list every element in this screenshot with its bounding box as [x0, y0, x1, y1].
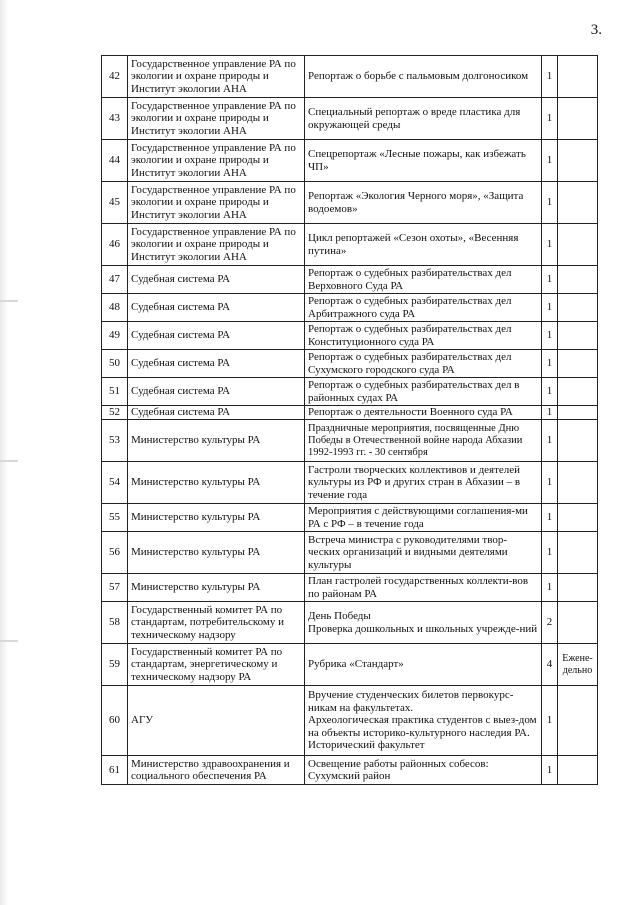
table-row: [102, 756, 598, 785]
count-cell: 1: [542, 532, 558, 574]
count-cell: 1: [542, 140, 558, 182]
row-number: 46: [102, 224, 128, 266]
table-row: [102, 686, 598, 756]
note-cell: [558, 406, 598, 420]
organization-cell: Министерство культуры РА: [128, 574, 305, 602]
table-row: [102, 350, 598, 378]
table-row: [102, 462, 598, 504]
count-cell: 1: [542, 686, 558, 756]
count-cell: 2: [542, 602, 558, 644]
topic-cell: Гастроли творческих коллективов и деятелей культуры из РФ и других стран в Абхазии – в течение года: [305, 462, 542, 504]
page-number: 3.: [590, 22, 602, 38]
row-number: 47: [102, 266, 128, 294]
scan-edge-shadow: [0, 0, 8, 905]
table-row: [102, 406, 598, 420]
count-cell: 1: [542, 462, 558, 504]
table-row: [102, 420, 598, 462]
organization-cell: Судебная система РА: [128, 266, 305, 294]
table-row: [102, 294, 598, 322]
scan-mark: [0, 300, 18, 302]
table-row: [102, 602, 598, 644]
topic-cell: Цикл репортажей «Сезон охоты», «Весенняя путина»: [305, 224, 542, 266]
topic-cell: Вручение студенческих билетов первокурс-никам на факультетах. Археологическая практика студентов с выез-дом на объекты историко-культурного наследия РА. Исторический факультет: [305, 686, 542, 756]
row-number: 56: [102, 532, 128, 574]
schedule-table: [101, 55, 598, 785]
table-row: [102, 574, 598, 602]
organization-cell: Судебная система РА: [128, 350, 305, 378]
table-row: [102, 378, 598, 406]
organization-cell: Министерство культуры РА: [128, 462, 305, 504]
organization-cell: Государственное управление РА по экологии и охране природы и Институт экологии АНА: [128, 56, 305, 98]
organization-cell: Государственное управление РА по экологии и охране природы и Институт экологии АНА: [128, 224, 305, 266]
note-cell: [558, 98, 598, 140]
organization-cell: Министерство культуры РА: [128, 420, 305, 462]
organization-cell: Государственный комитет РА по стандартам, потребительскому и техническому надзору: [128, 602, 305, 644]
note-cell: [558, 266, 598, 294]
topic-cell: День Победы Проверка дошкольных и школьных учрежде-ний: [305, 602, 542, 644]
topic-cell: Мероприятия с действующими соглашения-ми РА с РФ – в течение года: [305, 504, 542, 532]
topic-cell: Спецрепортаж «Лесные пожары, как избежать ЧП»: [305, 140, 542, 182]
note-cell: [558, 182, 598, 224]
organization-cell: Министерство культуры РА: [128, 532, 305, 574]
note-cell: [558, 504, 598, 532]
topic-cell: Освещение работы районных собесов: Сухумский район: [305, 756, 542, 785]
table-row: [102, 644, 598, 686]
organization-cell: Государственное управление РА по экологии и охране природы и Институт экологии АНА: [128, 182, 305, 224]
note-cell: [558, 140, 598, 182]
topic-cell: Репортаж о деятельности Военного суда РА: [305, 406, 542, 420]
row-number: 44: [102, 140, 128, 182]
topic-cell: Репортаж о судебных разбирательствах дел в районных судах РА: [305, 378, 542, 406]
table-row: [102, 182, 598, 224]
row-number: 53: [102, 420, 128, 462]
organization-cell: Министерство здравоохранения и социального обеспечения РА: [128, 756, 305, 785]
note-cell: [558, 56, 598, 98]
count-cell: 1: [542, 574, 558, 602]
organization-cell: Судебная система РА: [128, 378, 305, 406]
row-number: 49: [102, 322, 128, 350]
scan-mark: [0, 640, 18, 642]
topic-cell: Специальный репортаж о вреде пластика для окружающей среды: [305, 98, 542, 140]
table-row: [102, 140, 598, 182]
topic-cell: Рубрика «Стандарт»: [305, 644, 542, 686]
note-cell: [558, 574, 598, 602]
topic-cell: Репортаж о судебных разбирательствах дел Верховного Суда РА: [305, 266, 542, 294]
row-number: 58: [102, 602, 128, 644]
count-cell: 1: [542, 224, 558, 266]
row-number: 42: [102, 56, 128, 98]
count-cell: 1: [542, 350, 558, 378]
count-cell: 1: [542, 182, 558, 224]
note-cell: [558, 322, 598, 350]
row-number: 48: [102, 294, 128, 322]
row-number: 55: [102, 504, 128, 532]
note-cell: [558, 224, 598, 266]
count-cell: 1: [542, 756, 558, 785]
row-number: 52: [102, 406, 128, 420]
topic-cell: Встреча министра с руководителями твор-ческих организаций и видными деятелями культуры: [305, 532, 542, 574]
topic-cell: Репортаж о судебных разбирательствах дел Арбитражного суда РА: [305, 294, 542, 322]
row-number: 45: [102, 182, 128, 224]
table-row: [102, 532, 598, 574]
note-cell: [558, 350, 598, 378]
table-row: [102, 504, 598, 532]
table-row: [102, 98, 598, 140]
table-row: [102, 322, 598, 350]
note-cell: [558, 378, 598, 406]
count-cell: 1: [542, 378, 558, 406]
topic-cell: Репортаж о борьбе с пальмовым долгоносиком: [305, 56, 542, 98]
count-cell: 1: [542, 56, 558, 98]
count-cell: 1: [542, 266, 558, 294]
topic-cell: Праздничные мероприятия, посвященные Дню Победы в Отечественной войне народа Абхазии 1992-1993 гг. - 30 сентября: [305, 420, 542, 462]
count-cell: 1: [542, 420, 558, 462]
row-number: 60: [102, 686, 128, 756]
count-cell: 1: [542, 98, 558, 140]
table-row: [102, 224, 598, 266]
row-number: 54: [102, 462, 128, 504]
table-row: [102, 266, 598, 294]
note-cell: [558, 602, 598, 644]
count-cell: 1: [542, 294, 558, 322]
note-cell: [558, 294, 598, 322]
count-cell: 1: [542, 504, 558, 532]
row-number: 61: [102, 756, 128, 785]
row-number: 59: [102, 644, 128, 686]
topic-cell: Репортаж «Экология Черного моря», «Защита водоемов»: [305, 182, 542, 224]
note-cell: [558, 462, 598, 504]
organization-cell: Судебная система РА: [128, 322, 305, 350]
organization-cell: Судебная система РА: [128, 406, 305, 420]
count-cell: 4: [542, 644, 558, 686]
note-cell: [558, 532, 598, 574]
scan-mark: [0, 460, 18, 462]
note-cell: [558, 686, 598, 756]
organization-cell: Судебная система РА: [128, 294, 305, 322]
count-cell: 1: [542, 322, 558, 350]
row-number: 57: [102, 574, 128, 602]
row-number: 43: [102, 98, 128, 140]
row-number: 50: [102, 350, 128, 378]
schedule-table-body: [102, 56, 598, 785]
organization-cell: Государственное управление РА по экологии и охране природы и Институт экологии АНА: [128, 98, 305, 140]
organization-cell: АГУ: [128, 686, 305, 756]
topic-cell: План гастролей государственных коллекти-вов по районам РА: [305, 574, 542, 602]
organization-cell: Министерство культуры РА: [128, 504, 305, 532]
table-row: [102, 56, 598, 98]
topic-cell: Репортаж о судебных разбирательствах дел Конституционного суда РА: [305, 322, 542, 350]
organization-cell: Государственное управление РА по экологии и охране природы и Институт экологии АНА: [128, 140, 305, 182]
note-cell: [558, 756, 598, 785]
note-cell: [558, 420, 598, 462]
count-cell: 1: [542, 406, 558, 420]
organization-cell: Государственный комитет РА по стандартам, энергетическому и техническому надзору РА: [128, 644, 305, 686]
row-number: 51: [102, 378, 128, 406]
note-cell: Ежене-дельно: [558, 644, 598, 686]
topic-cell: Репортаж о судебных разбирательствах дел Сухумского городского суда РА: [305, 350, 542, 378]
